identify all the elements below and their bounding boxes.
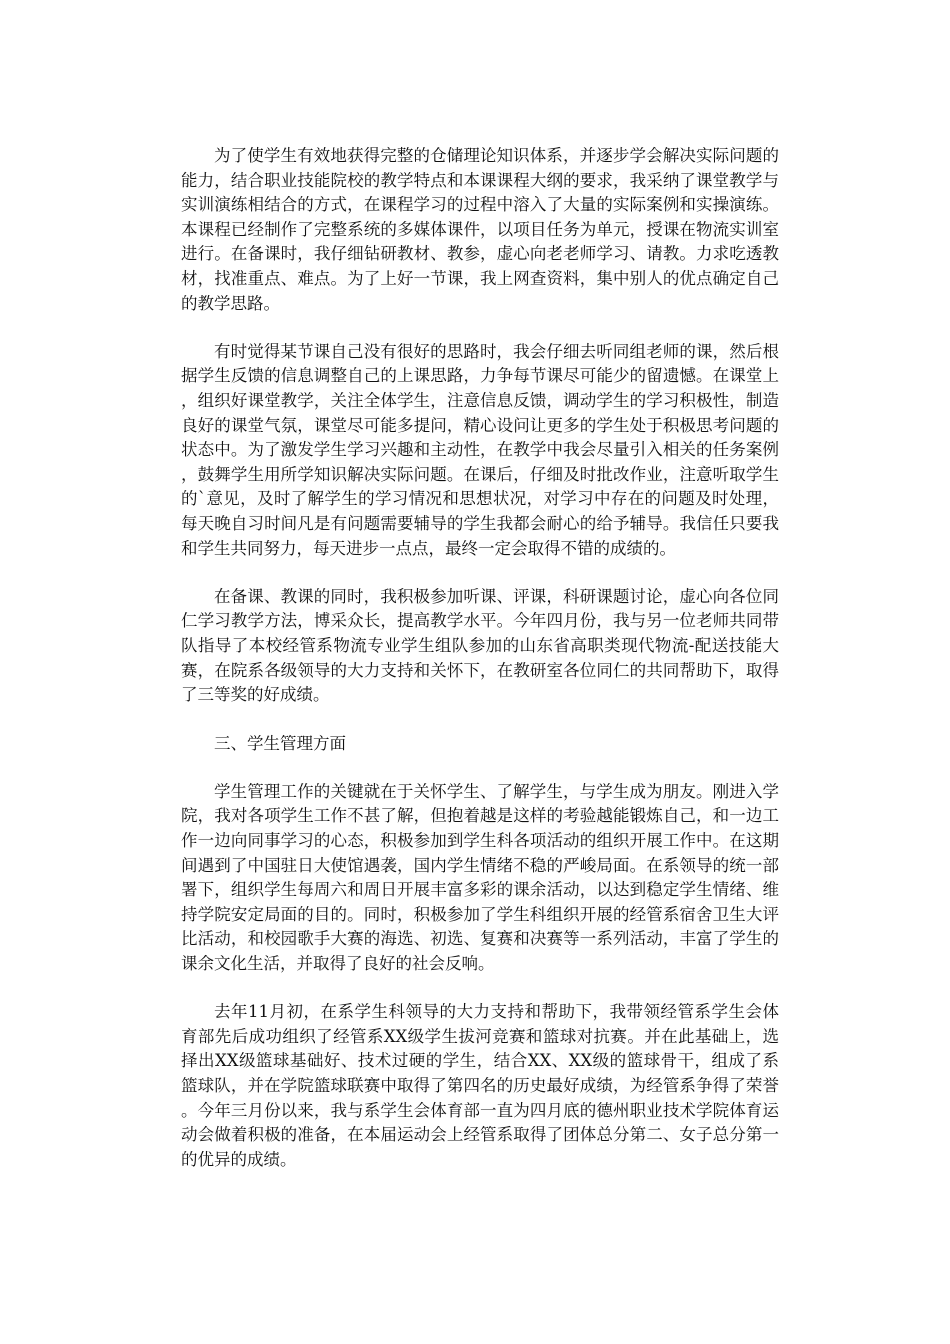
paragraph-sports-activities: 去年11月初，在系学生科领导的大力支持和帮助下，我带领经管系学生会体育部先后成功组织了经管系XX级学生拔河竞赛和篮球对抗赛。并在此基础上，选择出XX级篮球基础好、技术过硬的学生，结合XX、XX级的篮球骨干，组成了系篮球队，并在学院篮球联赛中取得了第四名的历史最好成绩，为经管系争得了荣誉。今年三月份以来，我与系学生会体育部一直为四月底的德州职业技术学院体育运动会做着积极的准备，在本届运动会上经管系取得了团体总分第二、女子总分第一的优异的成绩。 <box>181 1002 779 1169</box>
paragraph-student-management: 学生管理工作的关键就在于关怀学生、了解学生，与学生成为朋友。刚进入学院，我对各项学生工作不甚了解，但抱着越是这样的考验越能锻炼自己，和一边工作一边向同事学习的心态，积极参加到学生科各项活动的组织开展工作中。在这期间遇到了中国驻日大使馆遇袭，国内学生情绪不稳的严峻局面。在系领导的统一部署下，组织学生每周六和周日开展丰富多彩的课余活动，以达到稳定学生情绪、维持学院安定局面的目的。同时，积极参加了学生科组织开展的经管系宿舍卫生大评比活动，和校园歌手大赛的海选、初选、复赛和决赛等一系列活动，丰富了学生的课余文化生活，并取得了良好的社会反响。 <box>181 781 779 973</box>
section-heading-student-management: 三、学生管理方面 <box>214 733 346 753</box>
paragraph-teaching-method: 为了使学生有效地获得完整的仓储理论知识体系，并逐步学会解决实际问题的能力，结合职业技能院校的教学特点和本课课程大纲的要求，我采纳了课堂教学与实训演练相结合的方式，在课程学习的过程中溶入了大量的实际案例和实操演练。本课程已经制作了完整系统的多媒体课件，以项目任务为单元，授课在物流实训室进行。在备课时，我仔细钻研教材、教参，虚心向老老师学习、请教。力求吃透教材，找准重点、难点。为了上好一节课，我上网查资料，集中别人的优点确定自己的教学思路。 <box>181 146 779 313</box>
paragraph-classroom-practice: 有时觉得某节课自己没有很好的思路时，我会仔细去听同组老师的课，然后根据学生反馈的信息调整自己的上课思路，力争每节课尽可能少的留遗憾。在课堂上，组织好课堂教学，关注全体学生，注意信息反馈，调动学生的学习积极性，制造良好的课堂气氛，课堂尽可能多提问，精心设问让更多的学生处于积极思考问题的状态中。为了激发学生学习兴趣和主动性，在教学中我会尽量引入相关的任务案例，鼓舞学生用所学知识解决实际问题。在课后，仔细及时批改作业，注意听取学生的`意见，及时了解学生的学习情况和思想状况，对学习中存在的问题及时处理，每天晚自习时间凡是有问题需要辅导的学生我都会耐心的给予辅导。我信任只要我和学生共同努力，每天进步一点点，最终一定会取得不错的成绩的。 <box>181 341 779 558</box>
document-body <box>181 144 779 1196</box>
paragraph-research-competition: 在备课、教课的同时，我积极参加听课、评课，科研课题讨论，虚心向各位同仁学习教学方法，博采众长，提高教学水平。今年四月份，我与另一位老师共同带队指导了本校经管系物流专业学生组队参加的山东省高职类现代物流-配送技能大赛，在院系各级领导的大力支持和关怀下，在教研室各位同仁的共同帮助下，取得了三等奖的好成绩。 <box>181 586 779 705</box>
